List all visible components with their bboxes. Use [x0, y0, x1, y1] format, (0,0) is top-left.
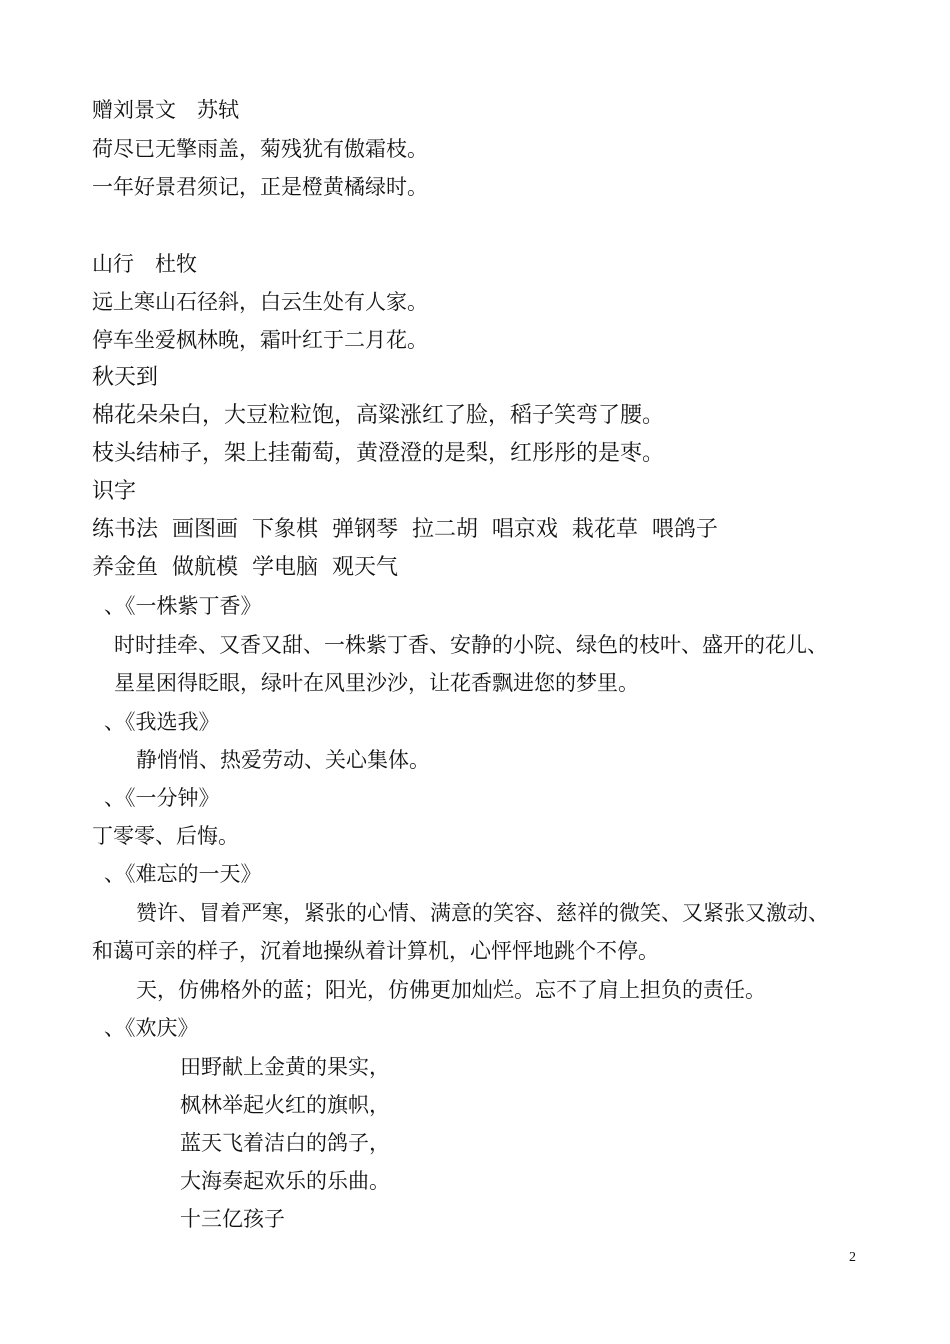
lesson1-line-2: 星星困得眨眼，绿叶在风里沙沙，让花香飘进您的梦里。: [114, 671, 639, 695]
lesson4-line-1: 赞许、冒着严寒，紧张的心情、满意的笑容、慈祥的微笑、又紧张又激动、: [136, 901, 829, 925]
autumn-line-2: 枝头结柿子，架上挂葡萄，黄澄澄的是梨，红彤彤的是枣。: [92, 441, 665, 466]
lesson4-line-2: 和蔼可亲的样子，沉着地操纵着计算机，心怦怦地跳个不停。: [92, 939, 659, 963]
lesson5-heading: 、《欢庆》: [104, 1016, 199, 1040]
lesson5-line-3: 蓝天飞着洁白的鸽子，: [180, 1131, 390, 1155]
page-number: 2: [849, 1250, 856, 1265]
lesson4-heading: 、《难忘的一天》: [104, 862, 262, 886]
lesson4-line-3: 天，仿佛格外的蓝；阳光，仿佛更加灿烂。忘不了肩上担负的责任。: [136, 978, 766, 1002]
poem2-line-1: 远上寒山石径斜，白云生处有人家。: [92, 290, 428, 314]
autumn-line-1: 棉花朵朵白，大豆粒粒饱，高粱涨红了脸，稻子笑弯了腰。: [92, 403, 665, 428]
literacy-line-2: 养金鱼 做航模 学电脑 观天气: [92, 555, 398, 580]
lesson5-line-5: 十三亿孩子: [180, 1207, 285, 1231]
lesson5-line-1: 田野献上金黄的果实，: [180, 1055, 390, 1079]
lesson3-line-1: 丁零零、后悔。: [92, 824, 239, 848]
poem2-title: 山行 杜牧: [92, 252, 197, 276]
lesson3-heading: 、《一分钟》: [104, 786, 220, 810]
lesson1-heading: 、《一株紫丁香》: [104, 594, 262, 618]
poem1-line-2: 一年好景君须记，正是橙黄橘绿时。: [92, 175, 428, 199]
literacy-title: 识字: [92, 479, 137, 504]
lesson5-line-4: 大海奏起欢乐的乐曲。: [180, 1169, 390, 1193]
poem1-title: 赠刘景文 苏轼: [92, 98, 239, 122]
lesson2-heading: 、《我选我》: [104, 710, 220, 734]
lesson2-line-1: 静悄悄、热爱劳动、关心集体。: [136, 748, 430, 772]
literacy-line-1: 练书法 画图画 下象棋 弹钢琴 拉二胡 唱京戏 栽花草 喂鸽子: [92, 517, 718, 542]
lesson1-line-1: 时时挂牵、又香又甜、一株紫丁香、安静的小院、绿色的枝叶、盛开的花儿、: [114, 633, 828, 657]
poem2-line-2: 停车坐爱枫林晚，霜叶红于二月花。: [92, 328, 428, 352]
poem1-line-1: 荷尽已无擎雨盖，菊残犹有傲霜枝。: [92, 137, 428, 161]
autumn-title: 秋天到: [92, 365, 159, 390]
lesson5-line-2: 枫林举起火红的旗帜，: [180, 1093, 390, 1117]
